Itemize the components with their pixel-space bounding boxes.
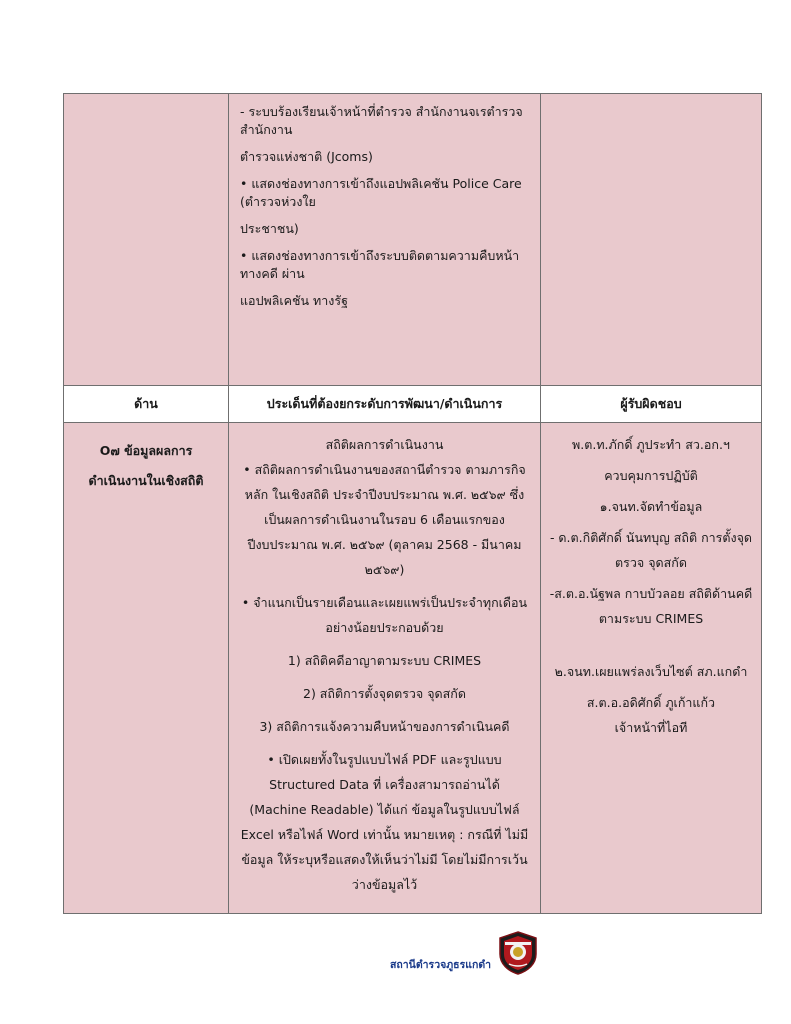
o7-responsible-cell bbox=[541, 423, 762, 914]
station-name: สถานีตำรวจภูธรแกดำ bbox=[390, 959, 492, 971]
o7-aspect-line1: O๗ ข้อมูลผลการ bbox=[99, 443, 193, 458]
o7-issue-item: 3) สถิติการแจ้งความคืบหน้าของการดำเนินคดี bbox=[259, 719, 510, 734]
header-issues: ประเด็นที่ต้องยกระดับการพัฒนา/ดำเนินการ bbox=[229, 386, 541, 423]
o7-issue-item: สถิติผลการดำเนินงาน bbox=[325, 437, 444, 452]
responsible-line: ๑.จนท.จัดทำข้อมูล bbox=[599, 499, 703, 514]
responsible-line: ควบคุมการปฏิบัติ bbox=[604, 468, 698, 483]
responsible-line: เจ้าหน้าที่ไอที bbox=[614, 720, 688, 735]
continuation-col3 bbox=[541, 94, 762, 386]
responsible-line: -ส.ต.อ.นัฐพล กาบบัวลอย สถิติด้านคดีตามระบบ CRIMES bbox=[549, 586, 753, 626]
o7-issue-item: 2) สถิติการตั้งจุดตรวจ จุดสกัด bbox=[303, 686, 466, 701]
o7-row bbox=[64, 423, 762, 914]
responsible-line: พ.ต.ท.ภักดิ์ ภูประทำ สว.อก.ฯ bbox=[572, 437, 730, 452]
continuation-line: • แสดงช่องทางการเข้าถึงแอปพลิเคชัน Police Care (ตำรวจห่วงใย bbox=[240, 176, 522, 209]
responsible-line: - ด.ต.กิติศักดิ์ นันทบุญ สถิติ การตั้งจุดตรวจ จุดสกัด bbox=[549, 530, 753, 570]
page-footer bbox=[380, 930, 540, 980]
o7-issue-item: • สถิติผลการดำเนินงานของสถานีตำรวจ ตามภารกิจหลัก ในเชิงสถิติ ประจำปีงบประมาณ พ.ศ. ๒๕๖๙ ซึ่งเป็นผลการดำเนินงานในรอบ 6 เดือนแรกของปีงบประมาณ พ.ศ. ๒๕๖๙ (ตุลาคม 2568 - มีนาคม ๒๕๖๙) bbox=[243, 462, 526, 577]
table-header-row bbox=[64, 386, 762, 423]
o7-issues-cell bbox=[229, 423, 541, 914]
continuation-line: • แสดงช่องทางการเข้าถึงระบบติดตามความคืบหน้าทางคดี ผ่าน bbox=[240, 248, 520, 281]
header-aspect: ด้าน bbox=[64, 386, 229, 423]
continuation-col1 bbox=[64, 94, 229, 386]
o7-issue-item: • จำแนกเป็นรายเดือนและเผยแพร่เป็นประจำทุกเดือน อย่างน้อยประกอบด้วย bbox=[241, 595, 528, 635]
header-responsible: ผู้รับผิดชอบ bbox=[541, 386, 762, 423]
continuation-line: ตำรวจแห่งชาติ (Jcoms) bbox=[240, 149, 373, 164]
continuation-line: ประชาชน) bbox=[240, 221, 299, 236]
o7-aspect-line2: ดำเนินงานในเชิงสถิติ bbox=[88, 473, 204, 488]
o7-issue-item: • เปิดเผยทั้งในรูปแบบไฟล์ PDF และรูปแบบ Structured Data ที่ เครื่องสามารถอ่านได้ (Machine Readable) ได้แก่ ข้อมูลในรูปแบบไฟล์ Excel หรือไฟล์ Word เท่านั้น หมายเหตุ : กรณีที่ ไม่มีข้อมูล ให้ระบุหรือแสดงให้เห็นว่าไม่มี โดยไม่มีการเว้นว่างข้อมูลไว้ bbox=[240, 752, 529, 892]
responsible-line: ๒.จนท.เผยแพร่ลงเว็บไซต์ สภ.แกดำ bbox=[554, 664, 748, 679]
continuation-row bbox=[64, 94, 762, 386]
continuation-col2 bbox=[229, 94, 541, 386]
responsible-line: ส.ต.อ.อดิศักดิ์ ภูเก้าแก้ว bbox=[586, 695, 716, 710]
continuation-line: แอปพลิเคชัน ทางรัฐ bbox=[240, 293, 349, 308]
o7-aspect-cell bbox=[64, 423, 229, 914]
o7-issue-item: 1) สถิติคดีอาญาตามระบบ CRIMES bbox=[287, 653, 482, 668]
plan-table bbox=[63, 93, 762, 914]
continuation-line: - ระบบร้องเรียนเจ้าหน้าที่ตำรวจ สำนักงานจเรตำรวจ สำนักงาน bbox=[240, 104, 523, 137]
police-emblem-icon bbox=[495, 930, 541, 976]
